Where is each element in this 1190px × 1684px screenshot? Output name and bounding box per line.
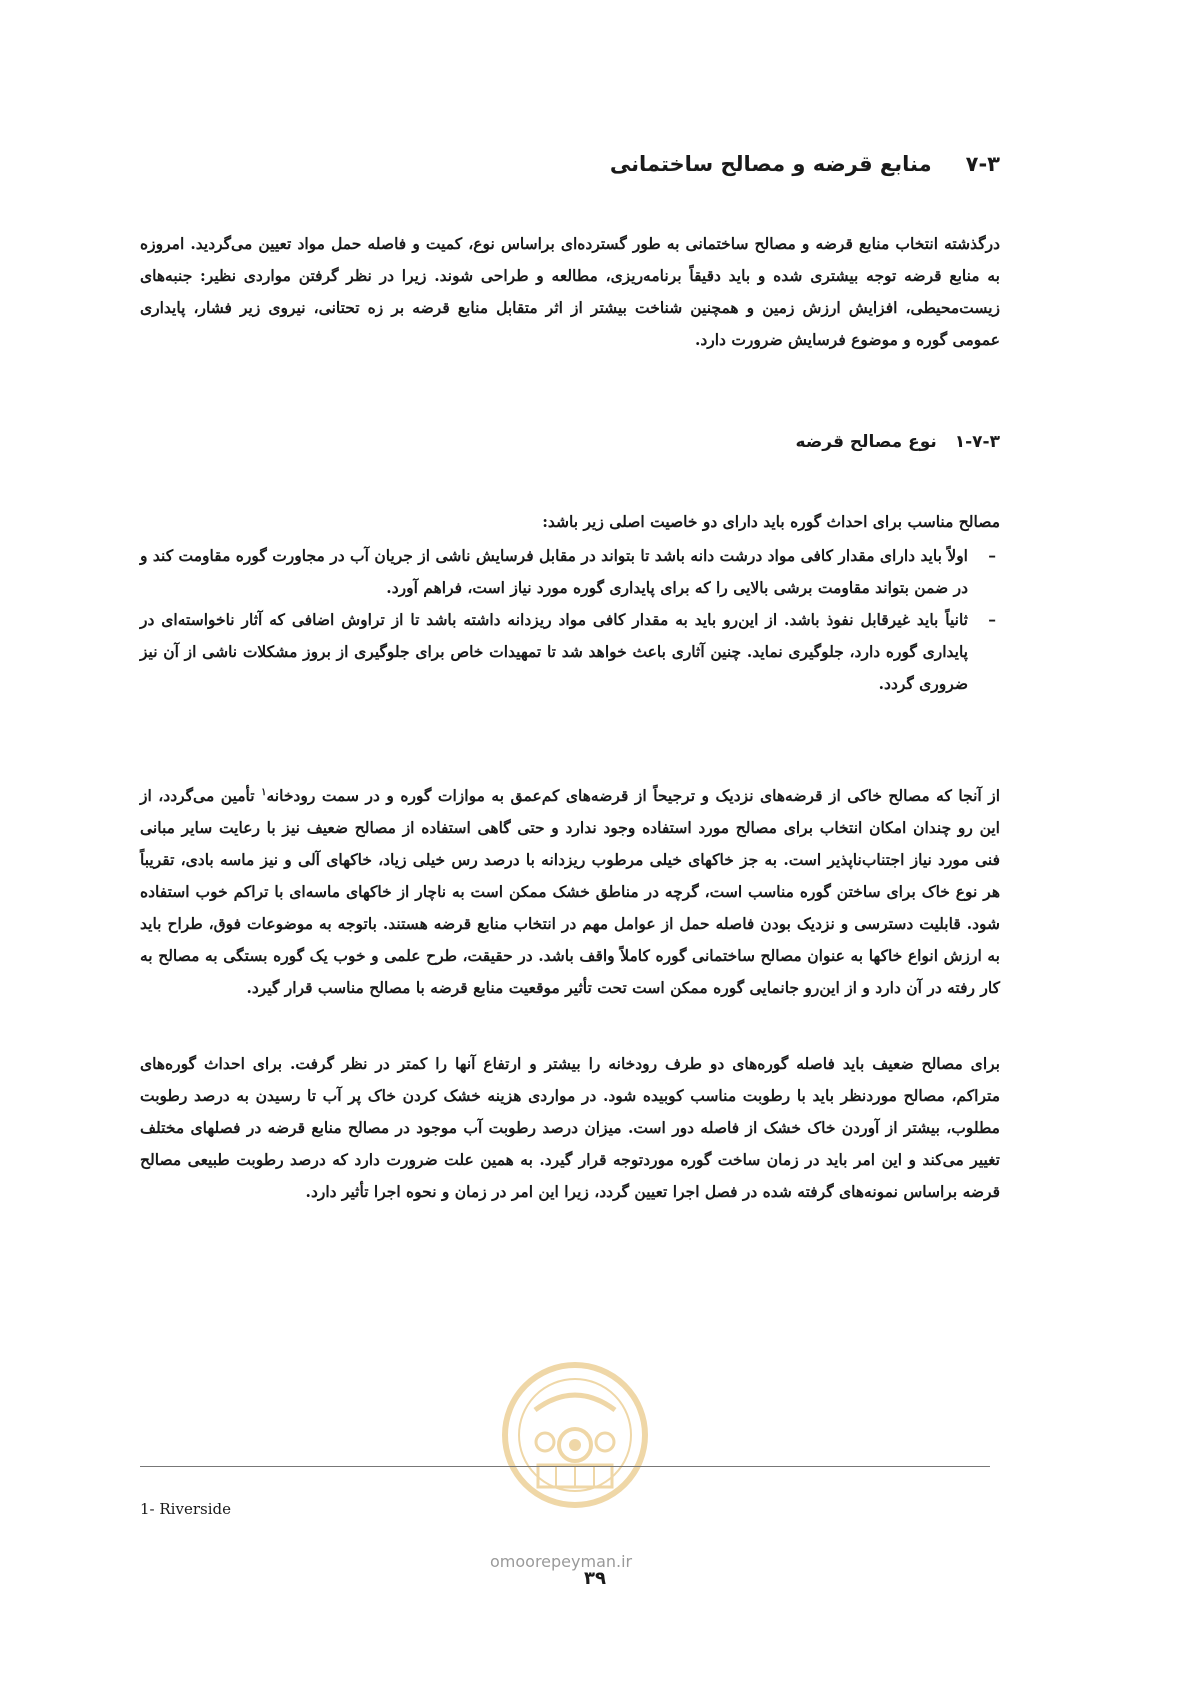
section-title: منابع قرضه و مصالح ساختمانی <box>609 152 932 176</box>
section-number: ۷-۳ <box>965 152 1000 176</box>
subsection-number: ۱-۷-۳ <box>954 432 1000 452</box>
subsection-title: نوع مصالح قرضه <box>795 432 937 452</box>
paragraph-2-start: از آنجا که مصالح خاکی از قرضه‌های نزدیک و ترجیحاً از قرضه‌های کم‌عمق به موازات گوره و در سمت رودخانه <box>266 786 1000 805</box>
section-heading <box>610 152 1000 176</box>
paragraph-2 <box>140 780 1000 1004</box>
paragraph-2-text <box>140 780 1000 1004</box>
footnote: 1- Riverside <box>140 1500 231 1518</box>
paragraph-1-text: درگذشته انتخاب منابع قرضه و مصالح ساختمانی به طور گسترده‌ای براساس نوع، کمیت و فاصله حمل مواد تعیین می‌گردید. امروزه به منابع قرضه توجه بیشتری شده و باید دقیقاً برنامه‌ریزی، مطالعه و طراحی شوند. زیرا در نظر گرفتن مواردی نظیر: جنبه‌های زیست‌محیطی، افزایش ارزش زمین و همچنین شناخت بیشتر از اثر متقابل منابع قرضه بر زه تحتانی، نیروی زیر فشار، پایداری عمومی گوره و موضوع فرسایش ضرورت دارد. <box>140 234 1000 349</box>
list-item <box>140 604 1000 700</box>
bullets-intro-text: مصالح مناسب برای احداث گوره باید دارای دو خاصیت اصلی زیر باشد: <box>542 512 1000 531</box>
paragraph-3-text: برای مصالح ضعیف باید فاصله گوره‌های دو طرف رودخانه را بیشتر و ارتفاع آنها را کمتر در نظر گرفت. برای احداث گوره‌های متراکم، مصالح موردنظر باید با رطوبت مناسب کوبیده شود. در مواردی هزینه خشک کردن خاک پر آب تا رسیدن به درصد رطوبت مطلوب، بیشتر از آوردن خاک خشک از فاصله دور است. میزان درصد رطوبت آب موجود در مصالح منابع قرضه در فصلهای مختلف تغییر می‌کند و این امر باید در زمان ساخت گوره موردتوجه قرار گیرد. به همین علت ضرورت دارد که درصد رطوبت طبیعی مصالح قرضه براساس نمونه‌های گرفته شده در فصل اجرا تعیین گردد، زیرا این امر در زمان و نحوه اجرا تأثیر دارد. <box>140 1054 1000 1201</box>
footnote-separator <box>140 1466 990 1467</box>
list-item-text: اولاً باید دارای مقدار کافی مواد درشت دانه باشد تا بتواند در مقابل فرسایش ناشی از جریان آب در مجاورت گوره مقاومت کند و در ضمن بتواند مقاومت برشی بالایی را که برای پایداری گوره مورد نیاز است، فراهم آورد. <box>140 546 968 597</box>
page-number: ۳۹ <box>584 1568 606 1589</box>
subsection-heading <box>796 432 1000 452</box>
list-item-text: ثانیاً باید غیرقابل نفوذ باشد. از این‌رو باید به مقدار کافی مواد ریزدانه داشته باشد تا از تراوش اضافی که آثار ناخواسته‌ای در پایداری گوره دارد، جلوگیری نماید. چنین آثاری باعث خواهد شد تا تمهیدات خاص برای جلوگیری از بروز مشکلات ناشی از آن نیز ضروری گردد. <box>140 610 968 693</box>
bullets-intro <box>140 506 1000 538</box>
footnote-reference: ۱ <box>261 786 267 798</box>
paragraph-2-rest: تأمین می‌گردد، از این رو چندان امکان انتخاب برای مصالح مورد استفاده وجود ندارد و حتی گاهی استفاده از مصالح ضعیف نیز با رعایت سایر مبانی فنی مورد نیاز اجتناب‌ناپذیر است. به جز خاکهای خیلی مرطوب ریزدانه با درصد رس خیلی زیاد، خاکهای آلی و نیز ماسه بادی، تقریباً هر نوع خاک برای ساختن گوره مناسب است، گرچه در مناطق خشک ممکن است به ناچار از خاکهای ماسه‌ای با تراکم خوب استفاده شود. قابلیت دسترسی و نزدیک بودن فاصله حمل از عوامل مهم در انتخاب منابع قرضه هستند. باتوجه به موضوعات فوق، طراح باید به ارزش انواع خاکها به عنوان مصالح ساختمانی گوره کاملاً واقف باشد. در حقیقت، طرح علمی و خوب یک گوره بستگی به مصالح به کار رفته در آن دارد و از این‌رو جانمایی گوره ممکن است تحت تأثیر موقعیت منابع قرضه با مصالح مناسب قرار گیرد. <box>140 786 1000 997</box>
list-item <box>140 540 1000 604</box>
bullet-dash: – <box>988 610 996 629</box>
paragraph-3 <box>140 1048 1000 1208</box>
watermark-logo-icon <box>500 1350 650 1520</box>
bullet-dash: – <box>988 546 996 565</box>
watermark-url-text: omoorepeyman.ir <box>490 1552 633 1571</box>
property-list <box>140 540 1000 700</box>
paragraph-1 <box>140 228 1000 356</box>
